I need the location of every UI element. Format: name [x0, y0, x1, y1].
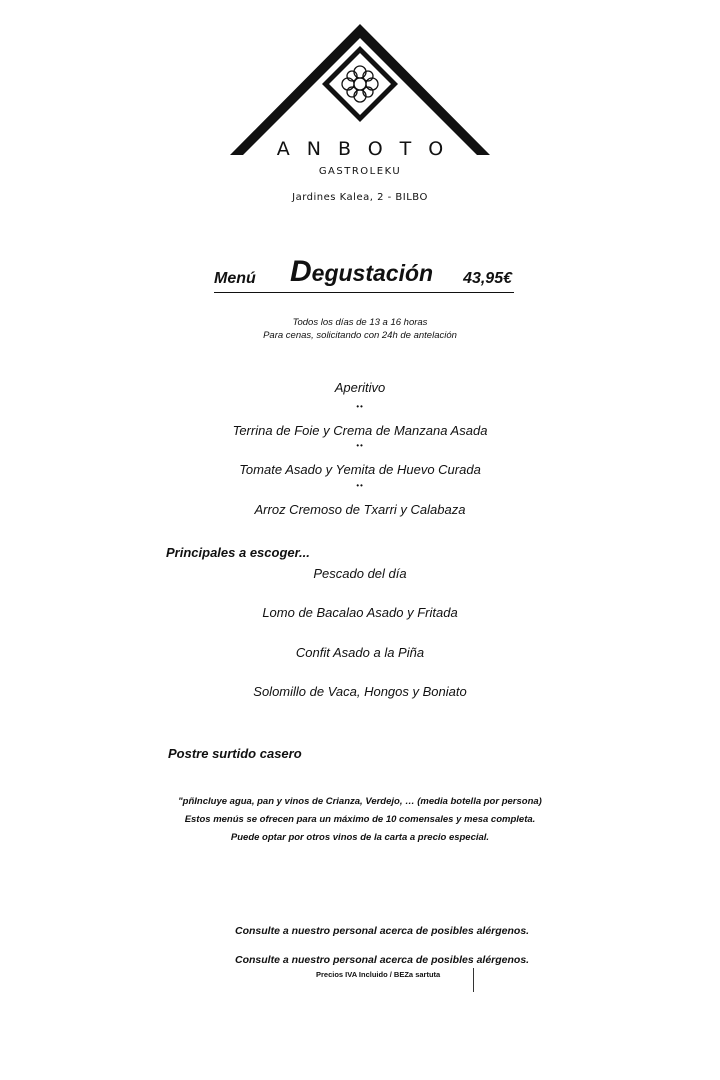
separator: ••	[356, 441, 364, 450]
menu-title	[214, 256, 514, 293]
note-line: Estos menús se ofrecen para un máximo de 10 comensales y mesa completa.	[184, 814, 536, 825]
title-price: 43,95€	[463, 270, 512, 287]
title-rest: egustación	[311, 260, 434, 286]
prices-note: Precios IVA Incluido / BEZa sartuta	[316, 970, 441, 979]
title-name	[290, 255, 433, 289]
allergen-notice: Consulte a nuestro personal acerca de posibles alérgenos.	[235, 954, 530, 966]
note-line: "pñIncluye agua, pan y vinos de Crianza, Verdejo, … (media botella por persona)	[178, 796, 542, 807]
address: Jardines Kalea, 2 - BILBO	[292, 192, 428, 203]
starter-item: Tomate Asado y Yemita de Huevo Curada	[239, 462, 481, 477]
starter-item: Aperitivo	[334, 380, 386, 395]
brand-subtitle: GASTROLEKU	[318, 166, 402, 177]
separator: ••	[356, 402, 364, 411]
brand-name: ANBOTO	[276, 138, 461, 160]
title-menu: Menú	[214, 270, 256, 287]
schedule-line: Todos los días de 13 a 16 horas	[292, 317, 428, 328]
dessert-heading: Postre surtido casero	[168, 746, 302, 761]
divider	[473, 968, 474, 992]
title-initial: D	[290, 255, 312, 288]
starter-item: Terrina de Foie y Crema de Manzana Asada	[232, 423, 488, 438]
main-item: Pescado del día	[313, 566, 407, 581]
note-line: Puede optar por otros vinos de la carta a precio especial.	[230, 832, 490, 843]
starter-item: Arroz Cremoso de Txarri y Calabaza	[254, 502, 466, 517]
allergen-notice: Consulte a nuestro personal acerca de posibles alérgenos.	[235, 925, 530, 937]
main-item: Lomo de Bacalao Asado y Fritada	[262, 605, 458, 620]
separator: ••	[356, 481, 364, 490]
main-item: Confit Asado a la Piña	[295, 645, 425, 660]
schedule-line: Para cenas, solicitando con 24h de antelación	[263, 330, 457, 341]
main-item: Solomillo de Vaca, Hongos y Boniato	[253, 684, 467, 699]
mains-heading: Principales a escoger...	[166, 545, 310, 560]
